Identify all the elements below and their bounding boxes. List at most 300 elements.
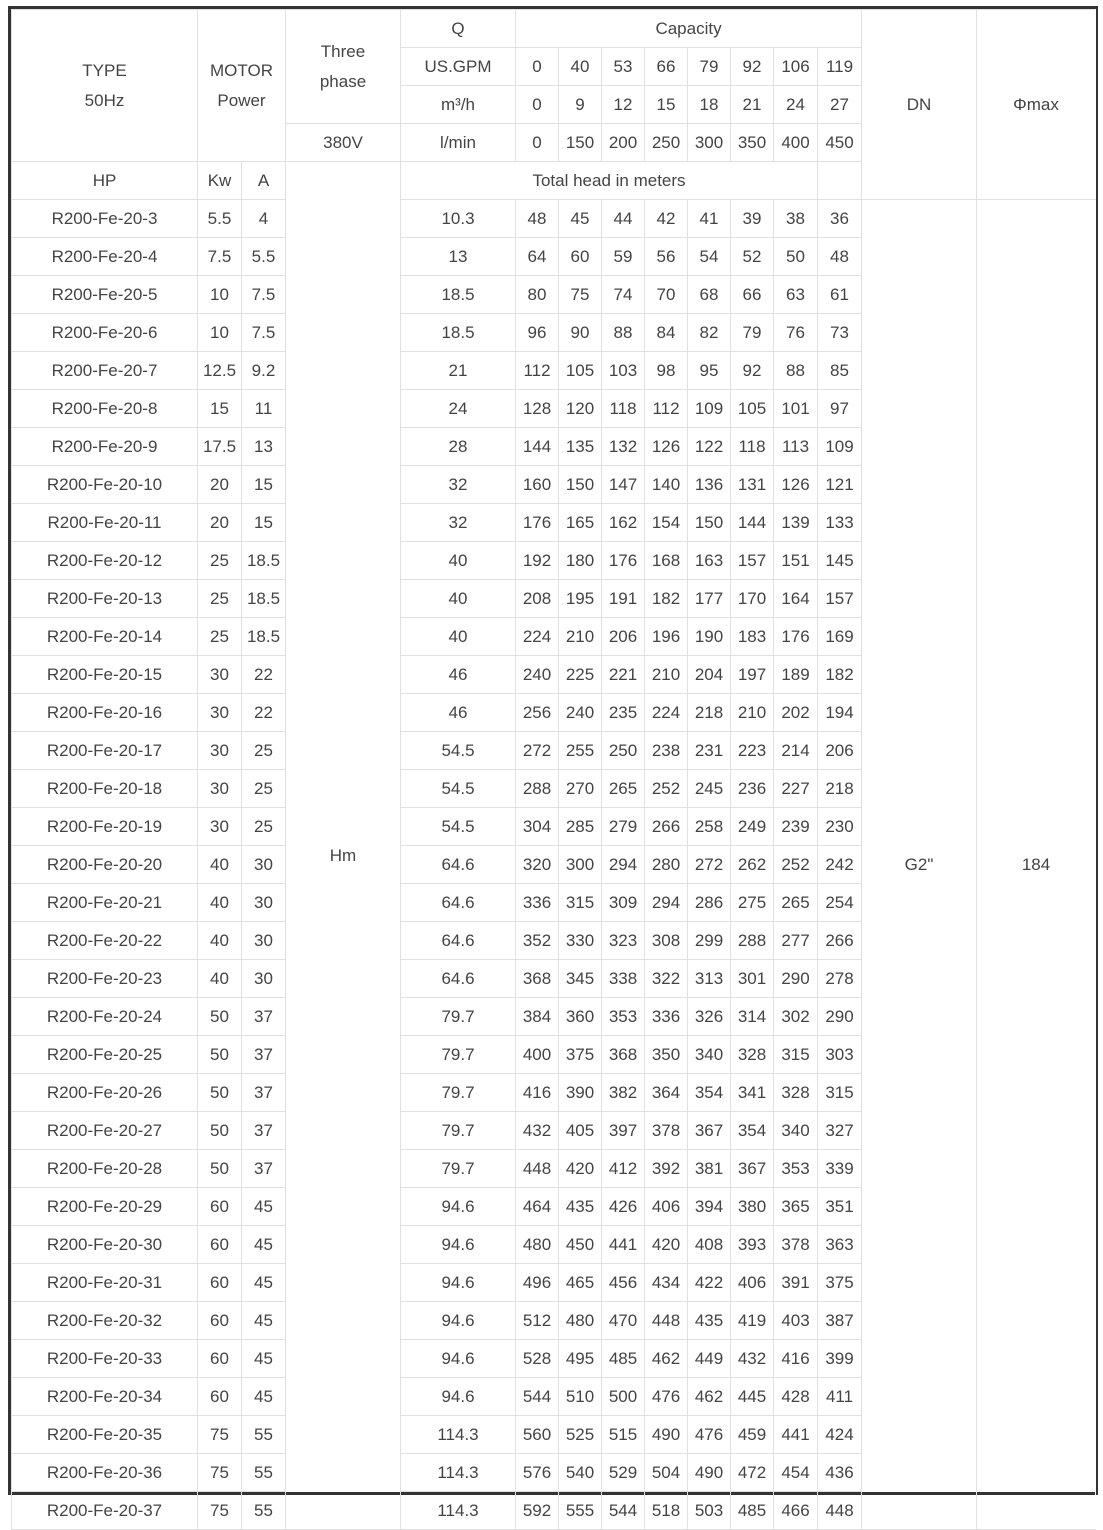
head-cell: 441 <box>774 1416 818 1454</box>
head-cell: 132 <box>602 428 645 466</box>
head-cell: 92 <box>731 352 774 390</box>
head-cell: 288 <box>731 922 774 960</box>
type-cell: R200-Fe-20-4 <box>12 238 198 276</box>
amp-cell: 94.6 <box>401 1378 516 1416</box>
hp-cell: 30 <box>198 694 242 732</box>
hp-cell: 40 <box>198 922 242 960</box>
hp-cell: 75 <box>198 1454 242 1492</box>
head-cell: 258 <box>688 808 731 846</box>
head-cell: 303 <box>818 1036 862 1074</box>
amp-cell: 28 <box>401 428 516 466</box>
head-cell: 79 <box>731 314 774 352</box>
head-cell: 41 <box>688 200 731 238</box>
head-cell: 449 <box>688 1340 731 1378</box>
hp-cell: 25 <box>198 542 242 580</box>
voltage-label: 380V <box>286 124 401 162</box>
head-cell: 250 <box>602 732 645 770</box>
head-cell: 294 <box>602 846 645 884</box>
head-cell: 157 <box>731 542 774 580</box>
type-cell: R200-Fe-20-27 <box>12 1112 198 1150</box>
head-cell: 163 <box>688 542 731 580</box>
head-cell: 39 <box>731 200 774 238</box>
head-cell: 351 <box>818 1188 862 1226</box>
head-cell: 96 <box>516 314 559 352</box>
head-cell: 375 <box>559 1036 602 1074</box>
head-cell: 485 <box>731 1492 774 1530</box>
head-cell: 503 <box>688 1492 731 1530</box>
head-cell: 394 <box>688 1188 731 1226</box>
head-cell: 180 <box>559 542 602 580</box>
head-cell: 147 <box>602 466 645 504</box>
type-cell: R200-Fe-20-13 <box>12 580 198 618</box>
head-cell: 470 <box>602 1302 645 1340</box>
hp-cell: 5.5 <box>198 200 242 238</box>
head-cell: 285 <box>559 808 602 846</box>
head-cell: 459 <box>731 1416 774 1454</box>
head-cell: 221 <box>602 656 645 694</box>
amp-cell: 40 <box>401 542 516 580</box>
m3h-label: m³/h <box>401 86 516 124</box>
head-cell: 480 <box>559 1302 602 1340</box>
hp-cell: 50 <box>198 998 242 1036</box>
head-cell: 224 <box>516 618 559 656</box>
head-cell: 191 <box>602 580 645 618</box>
head-cell: 512 <box>516 1302 559 1340</box>
usgpm-value: 53 <box>602 48 645 86</box>
usgpm-value: 119 <box>818 48 862 86</box>
head-cell: 164 <box>774 580 818 618</box>
type-cell: R200-Fe-20-26 <box>12 1074 198 1112</box>
hp-cell: 40 <box>198 846 242 884</box>
head-cell: 50 <box>774 238 818 276</box>
head-cell: 238 <box>645 732 688 770</box>
amp-cell: 64.6 <box>401 884 516 922</box>
head-cell: 254 <box>818 884 862 922</box>
head-cell: 210 <box>731 694 774 732</box>
type-cell: R200-Fe-20-17 <box>12 732 198 770</box>
head-cell: 120 <box>559 390 602 428</box>
kw-cell: 37 <box>242 1112 286 1150</box>
hp-cell: 60 <box>198 1302 242 1340</box>
kw-cell: 18.5 <box>242 618 286 656</box>
hp-cell: 10 <box>198 314 242 352</box>
head-cell: 485 <box>602 1340 645 1378</box>
kw-cell: 7.5 <box>242 314 286 352</box>
amp-cell: 18.5 <box>401 276 516 314</box>
head-cell: 364 <box>645 1074 688 1112</box>
head-cell: 350 <box>645 1036 688 1074</box>
head-cell: 476 <box>645 1378 688 1416</box>
head-cell: 328 <box>774 1074 818 1112</box>
hp-cell: 60 <box>198 1378 242 1416</box>
m3h-value: 0 <box>516 86 559 124</box>
usgpm-value: 40 <box>559 48 602 86</box>
head-cell: 128 <box>516 390 559 428</box>
head-cell: 448 <box>645 1302 688 1340</box>
head-cell: 390 <box>559 1074 602 1112</box>
lmin-value: 200 <box>602 124 645 162</box>
head-cell: 195 <box>559 580 602 618</box>
head-cell: 223 <box>731 732 774 770</box>
head-cell: 73 <box>818 314 862 352</box>
head-cell: 500 <box>602 1378 645 1416</box>
pump-spec-table <box>11 9 1096 1530</box>
head-cell: 340 <box>774 1112 818 1150</box>
head-cell: 112 <box>645 390 688 428</box>
head-cell: 393 <box>731 1226 774 1264</box>
table-row <box>12 200 1096 238</box>
type-cell: R200-Fe-20-7 <box>12 352 198 390</box>
head-cell: 266 <box>818 922 862 960</box>
head-cell: 448 <box>516 1150 559 1188</box>
head-cell: 109 <box>818 428 862 466</box>
head-cell: 382 <box>602 1074 645 1112</box>
amp-cell: 64.6 <box>401 846 516 884</box>
head-cell: 145 <box>818 542 862 580</box>
type-cell: R200-Fe-20-25 <box>12 1036 198 1074</box>
head-cell: 206 <box>818 732 862 770</box>
hp-cell: 50 <box>198 1074 242 1112</box>
head-cell: 424 <box>818 1416 862 1454</box>
head-cell: 416 <box>774 1340 818 1378</box>
head-cell: 103 <box>602 352 645 390</box>
hp-cell: 30 <box>198 656 242 694</box>
kw-cell: 25 <box>242 770 286 808</box>
head-cell: 52 <box>731 238 774 276</box>
head-cell: 399 <box>818 1340 862 1378</box>
kw-cell: 37 <box>242 1036 286 1074</box>
head-cell: 397 <box>602 1112 645 1150</box>
head-cell: 70 <box>645 276 688 314</box>
type-cell: R200-Fe-20-31 <box>12 1264 198 1302</box>
head-cell: 462 <box>688 1378 731 1416</box>
kw-cell: 18.5 <box>242 580 286 618</box>
header-row-q <box>12 10 1096 48</box>
head-cell: 368 <box>602 1036 645 1074</box>
type-cell: R200-Fe-20-16 <box>12 694 198 732</box>
head-cell: 462 <box>645 1340 688 1378</box>
head-cell: 480 <box>516 1226 559 1264</box>
kw-cell: 55 <box>242 1416 286 1454</box>
head-cell: 252 <box>645 770 688 808</box>
head-cell: 144 <box>731 504 774 542</box>
head-cell: 235 <box>602 694 645 732</box>
motor-power-header <box>198 10 286 162</box>
kw-cell: 22 <box>242 656 286 694</box>
head-cell: 472 <box>731 1454 774 1492</box>
head-cell: 80 <box>516 276 559 314</box>
head-cell: 341 <box>731 1074 774 1112</box>
head-cell: 290 <box>818 998 862 1036</box>
amp-cell: 40 <box>401 580 516 618</box>
head-cell: 265 <box>774 884 818 922</box>
hp-cell: 50 <box>198 1112 242 1150</box>
head-cell: 105 <box>559 352 602 390</box>
head-cell: 168 <box>645 542 688 580</box>
hp-cell: 60 <box>198 1264 242 1302</box>
kw-label: Kw <box>198 162 242 200</box>
m3h-value: 21 <box>731 86 774 124</box>
head-cell: 353 <box>774 1150 818 1188</box>
head-cell: 544 <box>602 1492 645 1530</box>
dn-value: G2" <box>862 200 977 1530</box>
kw-cell: 5.5 <box>242 238 286 276</box>
kw-cell: 30 <box>242 884 286 922</box>
amp-cell: 10.3 <box>401 200 516 238</box>
kw-cell: 25 <box>242 732 286 770</box>
head-cell: 88 <box>774 352 818 390</box>
head-cell: 240 <box>516 656 559 694</box>
head-cell: 176 <box>774 618 818 656</box>
head-cell: 378 <box>645 1112 688 1150</box>
head-cell: 150 <box>688 504 731 542</box>
head-cell: 434 <box>645 1264 688 1302</box>
head-cell: 405 <box>559 1112 602 1150</box>
head-cell: 368 <box>516 960 559 998</box>
hp-cell: 20 <box>198 466 242 504</box>
head-cell: 495 <box>559 1340 602 1378</box>
head-cell: 249 <box>731 808 774 846</box>
head-cell: 490 <box>645 1416 688 1454</box>
head-cell: 126 <box>645 428 688 466</box>
motor-label: MOTOR <box>210 60 273 80</box>
head-cell: 365 <box>774 1188 818 1226</box>
head-cell: 406 <box>731 1264 774 1302</box>
head-cell: 189 <box>774 656 818 694</box>
head-cell: 286 <box>688 884 731 922</box>
head-cell: 44 <box>602 200 645 238</box>
head-cell: 74 <box>602 276 645 314</box>
head-cell: 560 <box>516 1416 559 1454</box>
phimax-value: 184 <box>977 200 1096 1530</box>
kw-cell: 15 <box>242 466 286 504</box>
kw-cell: 37 <box>242 998 286 1036</box>
pump-spec-table-body <box>12 10 1096 1530</box>
type-cell: R200-Fe-20-29 <box>12 1188 198 1226</box>
head-cell: 510 <box>559 1378 602 1416</box>
head-cell: 109 <box>688 390 731 428</box>
type-cell: R200-Fe-20-20 <box>12 846 198 884</box>
head-cell: 367 <box>731 1150 774 1188</box>
head-cell: 426 <box>602 1188 645 1226</box>
type-cell: R200-Fe-20-35 <box>12 1416 198 1454</box>
usgpm-value: 79 <box>688 48 731 86</box>
head-cell: 121 <box>818 466 862 504</box>
head-cell: 323 <box>602 922 645 960</box>
head-cell: 435 <box>688 1302 731 1340</box>
head-cell: 224 <box>645 694 688 732</box>
amp-cell: 46 <box>401 656 516 694</box>
head-cell: 61 <box>818 276 862 314</box>
head-cell: 131 <box>731 466 774 504</box>
head-cell: 82 <box>688 314 731 352</box>
head-cell: 299 <box>688 922 731 960</box>
amp-label: A <box>242 162 286 200</box>
lmin-value: 400 <box>774 124 818 162</box>
head-cell: 290 <box>774 960 818 998</box>
head-cell: 97 <box>818 390 862 428</box>
kw-cell: 30 <box>242 922 286 960</box>
kw-cell: 18.5 <box>242 542 286 580</box>
head-cell: 391 <box>774 1264 818 1302</box>
head-cell: 98 <box>645 352 688 390</box>
head-cell: 278 <box>818 960 862 998</box>
head-cell: 75 <box>559 276 602 314</box>
head-cell: 122 <box>688 428 731 466</box>
hm-label: Hm <box>286 162 401 1530</box>
head-cell: 64 <box>516 238 559 276</box>
amp-cell: 94.6 <box>401 1188 516 1226</box>
head-cell: 192 <box>516 542 559 580</box>
head-cell: 528 <box>516 1340 559 1378</box>
hp-cell: 25 <box>198 580 242 618</box>
amp-cell: 40 <box>401 618 516 656</box>
head-cell: 518 <box>645 1492 688 1530</box>
head-cell: 320 <box>516 846 559 884</box>
head-cell: 218 <box>818 770 862 808</box>
head-cell: 420 <box>645 1226 688 1264</box>
head-cell: 208 <box>516 580 559 618</box>
type-cell: R200-Fe-20-9 <box>12 428 198 466</box>
m3h-value: 12 <box>602 86 645 124</box>
head-cell: 576 <box>516 1454 559 1492</box>
head-cell: 66 <box>731 276 774 314</box>
head-cell: 432 <box>516 1112 559 1150</box>
amp-cell: 114.3 <box>401 1416 516 1454</box>
head-cell: 154 <box>645 504 688 542</box>
head-cell: 176 <box>602 542 645 580</box>
head-cell: 113 <box>774 428 818 466</box>
head-cell: 126 <box>774 466 818 504</box>
head-cell: 270 <box>559 770 602 808</box>
head-cell: 504 <box>645 1454 688 1492</box>
head-cell: 101 <box>774 390 818 428</box>
head-cell: 308 <box>645 922 688 960</box>
head-cell: 230 <box>818 808 862 846</box>
amp-cell: 79.7 <box>401 998 516 1036</box>
type-frequency: 50Hz <box>84 90 125 110</box>
head-cell: 412 <box>602 1150 645 1188</box>
head-cell: 240 <box>559 694 602 732</box>
amp-cell: 94.6 <box>401 1302 516 1340</box>
amp-cell: 54.5 <box>401 770 516 808</box>
total-head-label: Total head in meters <box>401 162 818 200</box>
kw-cell: 37 <box>242 1150 286 1188</box>
head-cell: 59 <box>602 238 645 276</box>
kw-cell: 37 <box>242 1074 286 1112</box>
head-cell: 255 <box>559 732 602 770</box>
amp-cell: 79.7 <box>401 1074 516 1112</box>
head-cell: 206 <box>602 618 645 656</box>
head-cell: 490 <box>688 1454 731 1492</box>
kw-cell: 45 <box>242 1188 286 1226</box>
head-cell: 36 <box>818 200 862 238</box>
head-cell: 245 <box>688 770 731 808</box>
head-cell: 177 <box>688 580 731 618</box>
amp-cell: 79.7 <box>401 1150 516 1188</box>
head-cell: 309 <box>602 884 645 922</box>
m3h-value: 9 <box>559 86 602 124</box>
lmin-value: 250 <box>645 124 688 162</box>
head-cell: 422 <box>688 1264 731 1302</box>
type-header <box>12 10 198 162</box>
lmin-value: 300 <box>688 124 731 162</box>
head-cell: 360 <box>559 998 602 1036</box>
head-cell: 353 <box>602 998 645 1036</box>
head-cell: 280 <box>645 846 688 884</box>
head-cell: 63 <box>774 276 818 314</box>
hp-cell: 60 <box>198 1226 242 1264</box>
hp-cell: 20 <box>198 504 242 542</box>
head-cell: 301 <box>731 960 774 998</box>
kw-cell: 9.2 <box>242 352 286 390</box>
lmin-value: 450 <box>818 124 862 162</box>
kw-cell: 45 <box>242 1226 286 1264</box>
head-cell: 476 <box>688 1416 731 1454</box>
head-cell: 380 <box>731 1188 774 1226</box>
head-cell: 384 <box>516 998 559 1036</box>
head-cell: 210 <box>645 656 688 694</box>
amp-cell: 79.7 <box>401 1036 516 1074</box>
dn-header: DN <box>862 10 977 200</box>
amp-cell: 114.3 <box>401 1454 516 1492</box>
hp-cell: 30 <box>198 808 242 846</box>
head-cell: 432 <box>731 1340 774 1378</box>
type-cell: R200-Fe-20-5 <box>12 276 198 314</box>
head-cell: 42 <box>645 200 688 238</box>
type-cell: R200-Fe-20-11 <box>12 504 198 542</box>
head-cell: 169 <box>818 618 862 656</box>
head-cell: 48 <box>818 238 862 276</box>
phimax-header: Φmax <box>977 10 1096 200</box>
type-cell: R200-Fe-20-10 <box>12 466 198 504</box>
head-cell: 406 <box>645 1188 688 1226</box>
lmin-label: l/min <box>401 124 516 162</box>
head-cell: 392 <box>645 1150 688 1188</box>
head-cell: 196 <box>645 618 688 656</box>
amp-cell: 94.6 <box>401 1340 516 1378</box>
hp-cell: 40 <box>198 960 242 998</box>
head-cell: 315 <box>774 1036 818 1074</box>
head-cell: 60 <box>559 238 602 276</box>
head-cell: 85 <box>818 352 862 390</box>
head-cell: 204 <box>688 656 731 694</box>
usgpm-label: US.GPM <box>401 48 516 86</box>
amp-cell: 64.6 <box>401 960 516 998</box>
head-cell: 150 <box>559 466 602 504</box>
head-cell: 345 <box>559 960 602 998</box>
kw-cell: 4 <box>242 200 286 238</box>
kw-cell: 7.5 <box>242 276 286 314</box>
hp-cell: 40 <box>198 884 242 922</box>
three-label: Three <box>320 41 366 61</box>
head-cell: 182 <box>818 656 862 694</box>
lmin-value: 350 <box>731 124 774 162</box>
head-cell: 139 <box>774 504 818 542</box>
type-cell: R200-Fe-20-32 <box>12 1302 198 1340</box>
head-cell: 381 <box>688 1150 731 1188</box>
amp-cell: 24 <box>401 390 516 428</box>
m3h-value: 27 <box>818 86 862 124</box>
head-cell: 140 <box>645 466 688 504</box>
head-cell: 84 <box>645 314 688 352</box>
head-cell: 272 <box>516 732 559 770</box>
head-cell: 294 <box>645 884 688 922</box>
head-cell: 231 <box>688 732 731 770</box>
head-cell: 420 <box>559 1150 602 1188</box>
head-cell: 336 <box>645 998 688 1036</box>
type-cell: R200-Fe-20-37 <box>12 1492 198 1530</box>
